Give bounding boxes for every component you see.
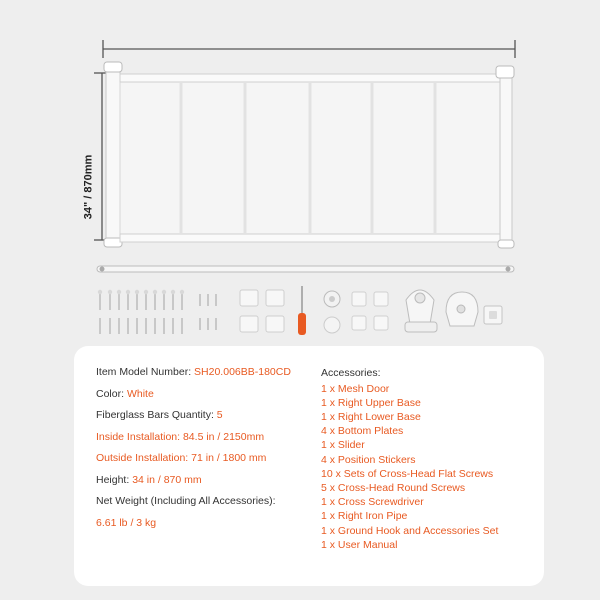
accessory-item: 1 x Right Upper Base xyxy=(321,396,421,409)
screws xyxy=(100,292,216,334)
slider-icon xyxy=(324,291,340,333)
accessory-item: 4 x Bottom Plates xyxy=(321,425,404,438)
right-lower-base xyxy=(446,292,478,326)
iron-pipe xyxy=(97,266,514,272)
specs-panel xyxy=(74,346,544,586)
screwdriver-icon xyxy=(298,286,306,335)
accessory-item: 1 x Ground Hook and Accessories Set xyxy=(321,524,499,537)
right-upper-base xyxy=(405,290,437,332)
bars-quantity-value: 5 xyxy=(216,409,223,421)
screw-heads xyxy=(98,290,184,294)
specifications-column xyxy=(96,366,316,538)
height-label: Height: xyxy=(96,473,133,486)
width-dimension-line xyxy=(103,40,515,58)
model-number-row xyxy=(96,366,316,388)
ground-hook xyxy=(484,306,502,324)
net-weight-value: 6.61 lb / 3 kg xyxy=(96,516,157,529)
color-label: Color: xyxy=(96,387,127,400)
height-value: 34 in / 870 mm xyxy=(132,473,202,486)
accessory-item: 1 x Right Iron Pipe xyxy=(321,510,408,523)
color-value: White xyxy=(126,387,154,400)
accessory-item: 10 x Sets of Cross-Head Flat Screws xyxy=(321,467,494,480)
accessories-column xyxy=(321,366,541,552)
accessory-item: 4 x Position Stickers xyxy=(321,453,416,466)
mesh-gate xyxy=(104,62,514,248)
model-number-label: Item Model Number: xyxy=(96,366,195,378)
bars-quantity-row xyxy=(96,409,316,431)
accessory-item: 1 x User Manual xyxy=(321,538,398,551)
accessories-title: Accessories: xyxy=(321,367,381,379)
model-number-value: SH20.006BB-180CD xyxy=(194,366,291,378)
bars-quantity-label: Fiberglass Bars Quantity: xyxy=(96,409,217,421)
color-row xyxy=(96,388,316,410)
accessory-item: 1 x Cross Screwdriver xyxy=(321,496,424,509)
accessory-item: 1 x Slider xyxy=(321,439,365,452)
accessory-item: 1 x Mesh Door xyxy=(321,382,390,395)
inside-installation: Inside Installation: 84.5 in / 2150mm xyxy=(96,430,265,443)
accessory-item: 5 x Cross-Head Round Screws xyxy=(321,481,466,494)
position-stickers xyxy=(352,292,388,330)
bottom-plates xyxy=(240,290,284,332)
outside-installation: Outside Installation: 71 in / 1800 mm xyxy=(96,452,267,464)
net-weight-label: Net Weight (Including All Accessories): xyxy=(96,495,276,507)
height-row xyxy=(96,474,316,496)
height-dimension-label: 34" / 870mm xyxy=(82,154,95,220)
accessory-item: 1 x Right Lower Base xyxy=(321,410,421,423)
